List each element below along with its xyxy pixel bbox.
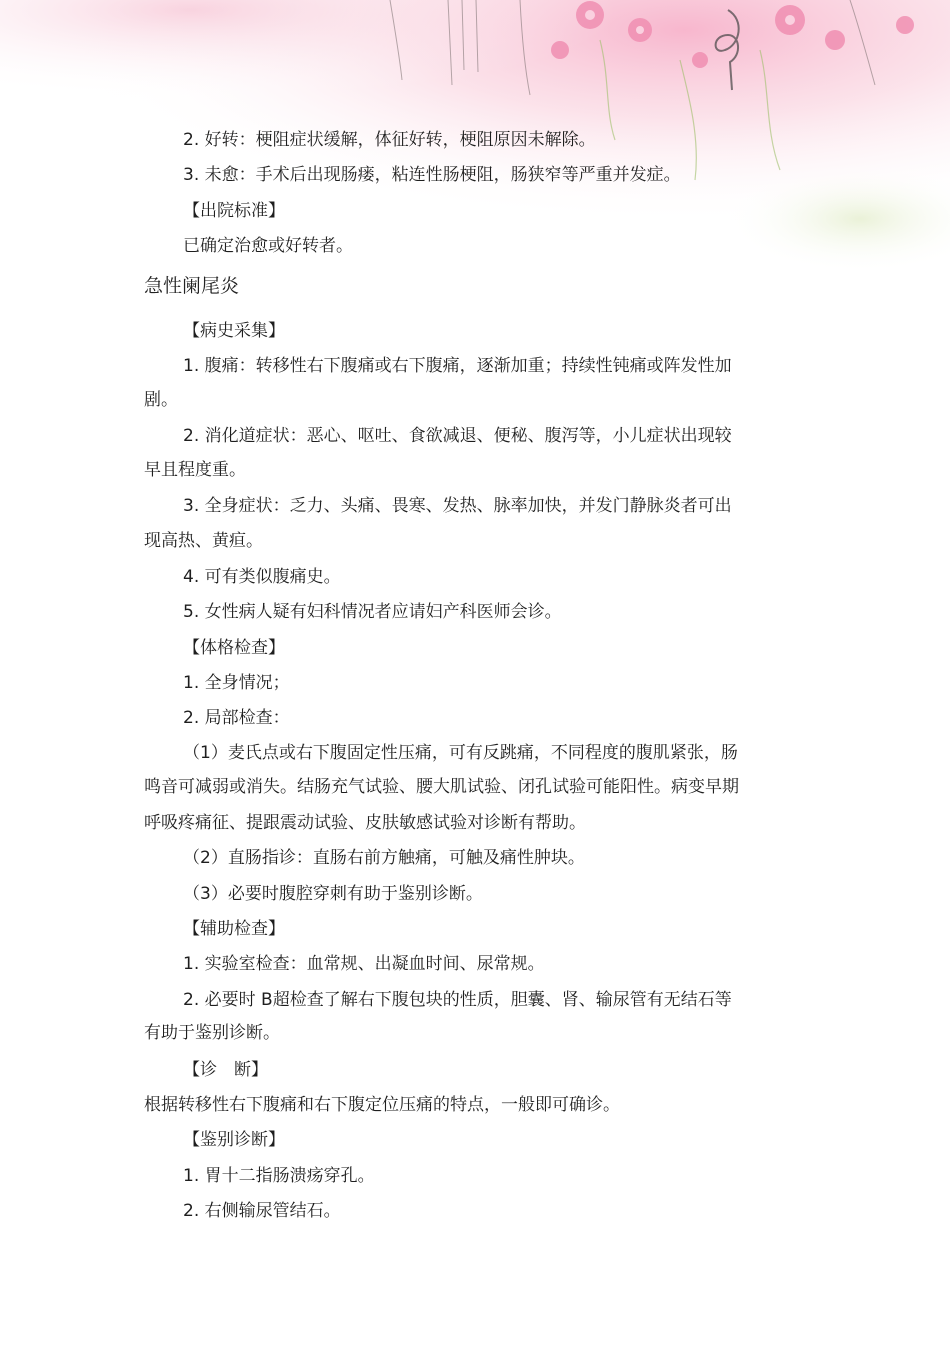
text-line: 1. 全身情况；: [183, 673, 290, 693]
text-line: 5. 女性病人疑有妇科情况者应请妇产科医师会诊。: [183, 602, 562, 622]
text-line: 2. 必要时 B超检查了解右下腹包块的性质，胆囊、肾、输尿管有无结石等: [183, 990, 732, 1010]
text-line: 1. 胃十二指肠溃疡穿孔。: [183, 1166, 375, 1186]
text-line: 有助于鉴别诊断。: [144, 1023, 280, 1043]
text-line: 鸣音可减弱或消失。结肠充气试验、腰大肌试验、闭孔试验可能阳性。病变早期: [144, 777, 739, 797]
text-line: 1. 腹痛：转移性右下腹痛或右下腹痛，逐渐加重；持续性钝痛或阵发性加: [183, 356, 732, 376]
text-line: 3. 全身症状：乏力、头痛、畏寒、发热、脉率加快，并发门静脉炎者可出: [183, 496, 732, 516]
text-line: 呼吸疼痛征、提跟震动试验、皮肤敏感试验对诊断有帮助。: [144, 813, 586, 833]
text-line: 剧。: [144, 390, 178, 410]
section-label: 【辅助检查】: [183, 919, 285, 939]
text-line: 2. 局部检查：: [183, 708, 290, 728]
text-line: 根据转移性右下腹痛和右下腹定位压痛的特点，一般即可确诊。: [144, 1095, 620, 1115]
section-label: 【诊 断】: [183, 1060, 268, 1080]
text-line: 3. 未愈：手术后出现肠瘘，粘连性肠梗阻，肠狭窄等严重并发症。: [183, 165, 681, 185]
text-line: （2）直肠指诊：直肠右前方触痛，可触及痛性肿块。: [183, 848, 585, 868]
section-label: 【鉴别诊断】: [183, 1130, 285, 1150]
text-line: 1. 实验室检查：血常规、出凝血时间、尿常规。: [183, 954, 545, 974]
text-line: （1）麦氏点或右下腹固定性压痛，可有反跳痛，不同程度的腹肌紧张，肠: [183, 743, 738, 763]
section-label: 【出院标准】: [183, 201, 285, 221]
section-label: 【体格检查】: [183, 638, 285, 658]
text-line: （3）必要时腹腔穿刺有助于鉴别诊断。: [183, 884, 483, 904]
text-line: 2. 右侧输尿管结石。: [183, 1201, 341, 1221]
text-line: 早且程度重。: [144, 460, 246, 480]
text-line: 已确定治愈或好转者。: [183, 236, 353, 256]
section-label: 【病史采集】: [183, 321, 285, 341]
text-line: 2. 好转：梗阻症状缓解，体征好转，梗阻原因未解除。: [183, 130, 596, 150]
text-line: 2. 消化道症状：恶心、呕吐、食欲减退、便秘、腹泻等，小儿症状出现较: [183, 426, 732, 446]
text-line: 现高热、黄疸。: [144, 531, 263, 551]
section-heading: 急性阑尾炎: [144, 275, 240, 297]
text-line: 4. 可有类似腹痛史。: [183, 567, 341, 587]
